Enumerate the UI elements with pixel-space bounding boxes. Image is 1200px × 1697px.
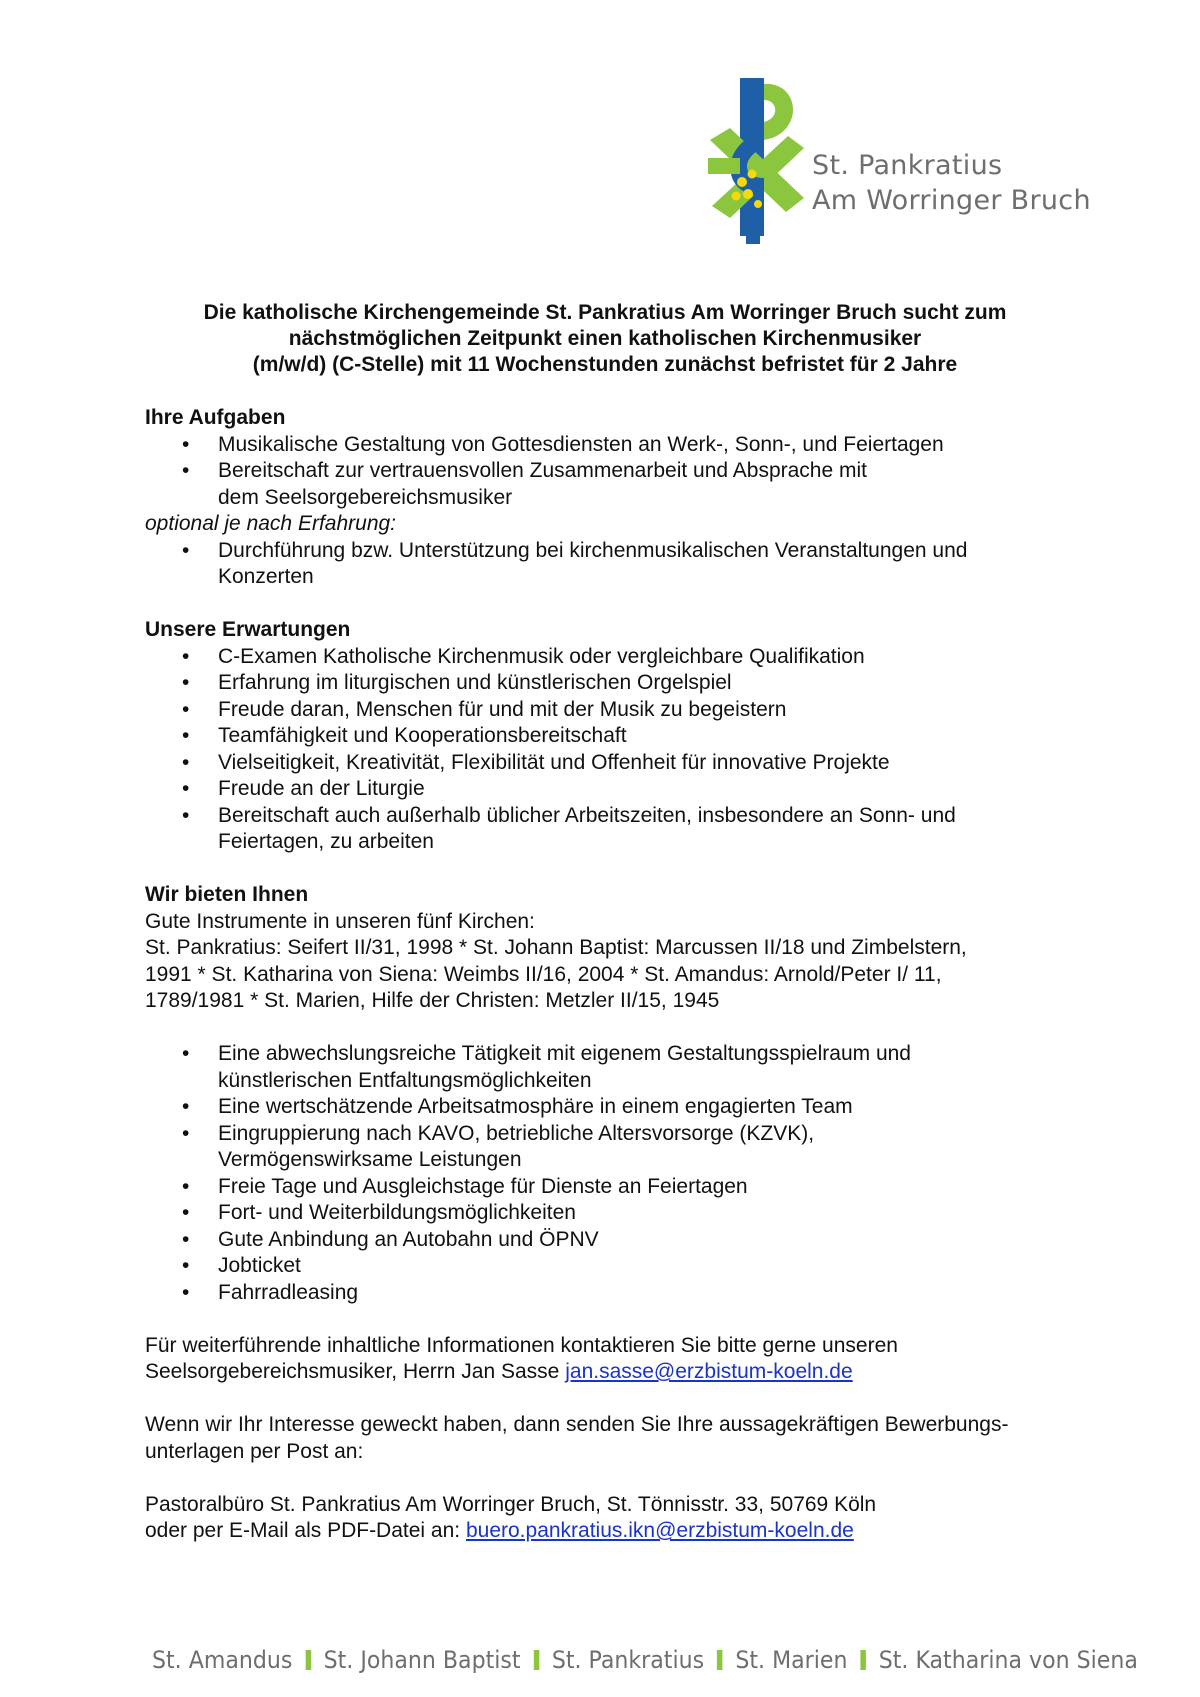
contact-paragraph xyxy=(145,1333,1085,1386)
list-item: • Fahrradleasing xyxy=(145,1280,1085,1307)
angebot-list xyxy=(145,1041,1085,1306)
footer-separator xyxy=(860,1650,866,1670)
list-item: • Vielseitigkeit, Kreativität, Flexibilität und Offenheit für innovative Projekte xyxy=(145,750,1085,777)
footer-church: St. Pankratius xyxy=(551,1646,705,1674)
footer-separator xyxy=(533,1650,539,1670)
parish-logo xyxy=(708,78,1091,244)
erwartungen-list xyxy=(145,644,1085,856)
job-headline xyxy=(145,300,1065,378)
erwartungen-title: Unsere Erwartungen xyxy=(145,618,351,641)
list-item: • Erfahrung im liturgischen und künstlerischen Orgelspiel xyxy=(145,670,1085,697)
application-email-line xyxy=(145,1518,1085,1545)
job-description xyxy=(145,405,1085,1545)
application-paragraph: Wenn wir Ihr Interesse geweckt haben, dann senden Sie Ihre aussagekräftigen Bewerbungs-unterlagen per Post an: xyxy=(145,1413,1009,1463)
list-item: • Freude daran, Menschen für und mit der Musik zu begeistern xyxy=(145,697,1085,724)
list-item: • Teamfähigkeit und Kooperationsbereitschaft xyxy=(145,723,1085,750)
footer-separator xyxy=(717,1650,723,1670)
list-item: • Freie Tage und Ausgleichstage für Dienste an Feiertagen xyxy=(145,1174,1085,1201)
list-item: • Eine abwechslungsreiche Tätigkeit mit eigenem Gestaltungsspielraum und künstlerischen Entfaltungsmöglichkeiten xyxy=(145,1041,1085,1094)
optional-list xyxy=(145,538,1085,591)
list-item: • Musikalische Gestaltung von Gottesdiensten an Werk-, Sonn-, und Feiertagen xyxy=(145,432,1085,459)
list-item: • Gute Anbindung an Autobahn und ÖPNV xyxy=(145,1227,1085,1254)
list-item: • Eine wertschätzende Arbeitsatmosphäre in einem engagierten Team xyxy=(145,1094,1085,1121)
application-email-link[interactable]: buero.pankratius.ikn@erzbistum-koeln.de xyxy=(465,1519,854,1542)
contact-text: Für weiterführende inhaltliche Informationen kontaktieren Sie bitte gerne unseren Seelsorgebereichsmusiker, Herrn Jan Sasse xyxy=(145,1333,898,1383)
footer-church: St. Marien xyxy=(735,1646,848,1674)
optional-label: optional je nach Erfahrung: xyxy=(145,512,397,535)
footer-separator xyxy=(305,1650,311,1670)
headline-line-2: nächstmöglichen Zeitpunkt einen katholischen Kirchenmusiker xyxy=(288,327,922,350)
list-item: • C-Examen Katholische Kirchenmusik oder vergleichbare Qualifikation xyxy=(145,644,1085,671)
application-email-prefix: oder per E-Mail als PDF-Datei an: xyxy=(145,1519,461,1542)
list-item: • Freude an der Liturgie xyxy=(145,776,1085,803)
list-item: • Bereitschaft zur vertrauensvollen Zusammenarbeit und Absprache mit dem Seelsorgebereichsmusiker xyxy=(145,458,1085,511)
aufgaben-list xyxy=(145,432,1085,512)
angebot-title: Wir bieten Ihnen xyxy=(145,883,309,906)
logo-text xyxy=(812,148,1091,218)
list-item: • Bereitschaft auch außerhalb üblicher Arbeitszeiten, insbesondere an Sonn- und Feiertagen, zu arbeiten xyxy=(145,803,1085,856)
logo-line-2: Am Worringer Bruch xyxy=(812,185,1091,216)
contact-email-link[interactable]: jan.sasse@erzbistum-koeln.de xyxy=(565,1360,853,1383)
logo-line-1: St. Pankratius xyxy=(812,150,1003,181)
postal-address: Pastoralbüro St. Pankratius Am Worringer Bruch, St. Tönnisstr. 33, 50769 Köln xyxy=(145,1492,877,1516)
footer-church: St. Katharina von Siena xyxy=(878,1646,1138,1674)
list-item: • Eingruppierung nach KAVO, betriebliche Altersvorsorge (KZVK), Vermögenswirksame Leistungen xyxy=(145,1121,1085,1174)
pankratius-emblem-icon xyxy=(708,78,808,244)
headline-line-1: Die katholische Kirchengemeinde St. Pankratius Am Worringer Bruch sucht zum xyxy=(203,301,1007,324)
footer-church: St. Amandus xyxy=(152,1646,293,1674)
headline-line-3: (m/w/d) (C-Stelle) mit 11 Wochenstunden zunächst befristet für 2 Jahre xyxy=(252,353,958,376)
list-item: • Jobticket xyxy=(145,1253,1085,1280)
instruments-list: St. Pankratius: Seifert II/31, 1998 * St. Johann Baptist: Marcussen II/18 und Zimbelstern, 1991 * St. Katharina von Siena: Weimbs II/16, 2004 * St. Amandus: Arnold/Peter I/ 11, 1789/1981 * St. Marien, Hilfe der Christen: Metzler II/15, 1945 xyxy=(145,936,967,1012)
aufgaben-title: Ihre Aufgaben xyxy=(145,406,286,429)
footer-church: St. Johann Baptist xyxy=(323,1646,521,1674)
instruments-intro: Gute Instrumente in unseren fünf Kirchen: xyxy=(145,909,535,933)
list-item: • Durchführung bzw. Unterstützung bei kirchenmusikalischen Veranstaltungen und Konzerten xyxy=(145,538,1085,591)
footer-churches xyxy=(152,1646,1138,1674)
list-item: • Fort- und Weiterbildungsmöglichkeiten xyxy=(145,1200,1085,1227)
